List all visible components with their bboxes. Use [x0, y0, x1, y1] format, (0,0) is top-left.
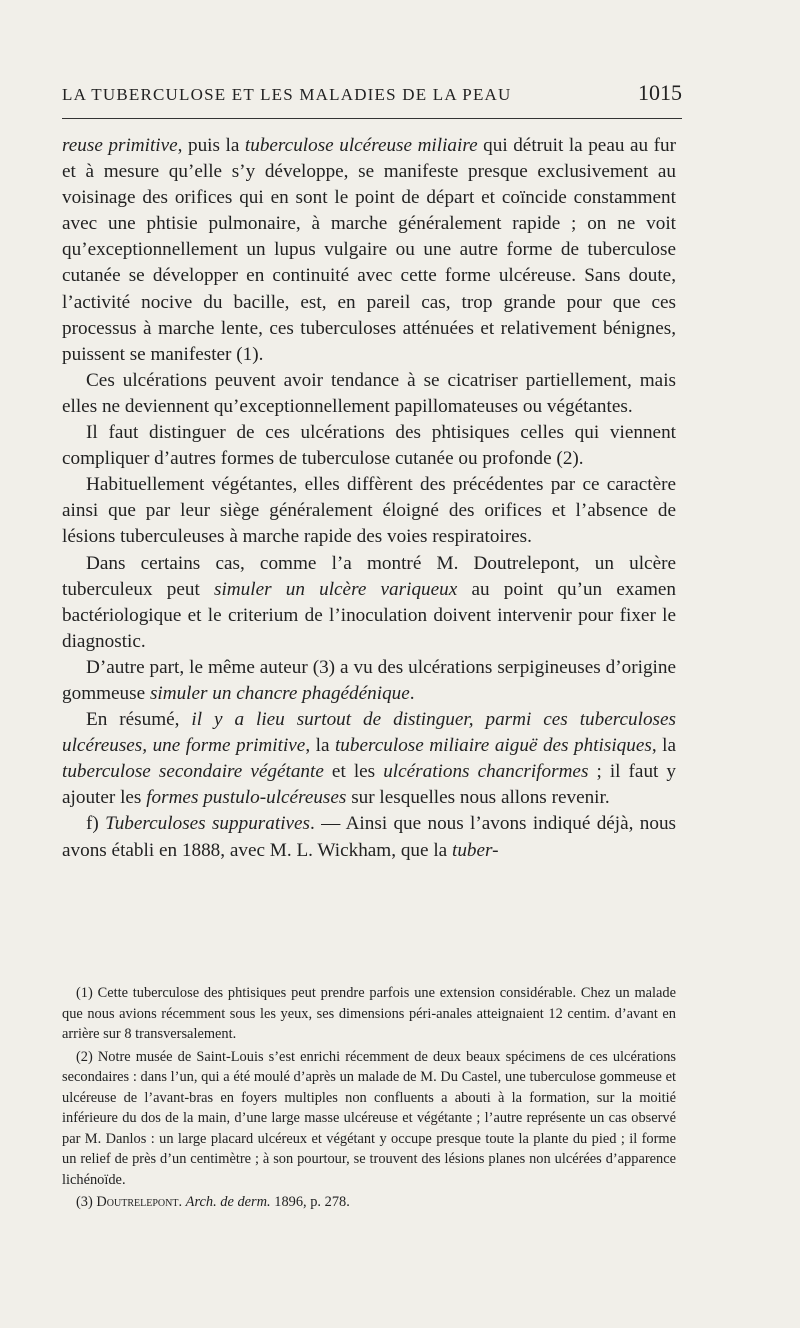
footnote	[62, 983, 676, 1045]
text-run: En résumé,	[86, 709, 192, 731]
text-run: f)	[86, 813, 106, 835]
text-run: , puis la	[177, 135, 245, 156]
running-title: LA TUBERCULOSE ET LES MALADIES DE LA PEAU	[62, 85, 512, 104]
italic-text: Tuberculoses suppuratives	[105, 813, 311, 835]
paragraph	[62, 420, 676, 472]
text-run: qui détruit la peau au fur et à mesure qu’elle s’y développe, se manifeste presque exclusivement au voisinage des orifices qui en sont le point de départ et coïncide constamment avec une phtisie pulmonaire, à marche généralement rapide ; on ne voit qu’exceptionnellement un lupus vulgaire ou une autre forme de tuberculose cutanée se développer en continuité avec cette forme ulcéreuse. Sans doute, l’activité nocive du bacille, est, en pareil cas, trop grande pour que ces processus à marche lente, ces tuberculoses atténuées et relativement bénignes, puissent se manifester (1).	[62, 135, 676, 365]
italic-text: formes pustulo-ulcéreuses	[146, 787, 347, 809]
text-run: (2) Notre musée de Saint-Louis s’est enrichi récemment de deux beaux spécimens de ces ulcérations secondaires : dans l’un, qui a été moulé d’après un malade de M. Du Castel, une tuberculose gommeuse et ulcéreuse de l’avant-bras en foyers multiples non confluents a abouti à la formation, sur la moitié inférieure du dos de la main, d’une large masse ulcéreuse et végétante ; l’autre représente un cas observé par M. Danlos : un large placard ulcéreux et végétant y occupe presque toute la plante du pied ; il forme un relief de près d’un centimètre ; à son pourtour, se trouvent des lésions planes non ulcérées d’apparence lichénoïde.	[62, 1048, 676, 1188]
text-run: ; il faut y ajouter les	[62, 761, 677, 809]
running-header	[62, 80, 682, 106]
text-run: .	[178, 1194, 186, 1210]
paragraph	[62, 133, 676, 368]
paragraph	[62, 707, 676, 811]
text-run: Dans certains cas, comme l’a montré M. Doutrelepont, un ulcère tuberculeux peut	[62, 552, 676, 600]
text-run: et les	[323, 761, 384, 783]
text-run: 1896, p. 278.	[270, 1194, 350, 1210]
italic-text: tuberculose secondaire végétante	[62, 761, 324, 783]
text-run: au point qu’un examen bactériologique et le criterium de l’inoculation doivent intervenir pour fixer le diagnostic.	[62, 578, 677, 652]
text-run: .	[409, 682, 415, 704]
footnote	[62, 1047, 676, 1191]
footnotes	[62, 983, 676, 1213]
text-run: (3)	[76, 1194, 97, 1210]
text-run: . — Ainsi que nous l’avons indiqué déjà, nous avons établi en 1888, avec M. L. Wickham, que la	[62, 813, 677, 861]
footnote	[62, 1192, 676, 1213]
text-run: D’autre part, le même auteur (3) a vu des ulcérations serpigineuses d’origine gommeuse	[62, 656, 676, 704]
text-run: Habituellement végétantes, elles diffèrent des précédentes par ce caractère ainsi que par leur siège généralement éloigné des orifices et l’absence de lésions tuberculeuses à marche rapide des voies respiratoires.	[62, 474, 676, 548]
paragraph	[62, 655, 676, 707]
text-run: Ces ulcérations peuvent avoir tendance à se cicatriser partiellement, mais elles ne deviennent qu’exceptionnellement papillomateuses ou végétantes.	[62, 369, 676, 417]
paragraph	[62, 368, 676, 420]
body-text	[62, 133, 676, 864]
text-run: , la	[305, 735, 335, 757]
italic-text: tuberculose miliaire aiguë des phtisiques	[334, 735, 652, 757]
page-number: 1015	[638, 80, 682, 105]
header-rule	[62, 118, 682, 119]
text-run: (1) Cette tuberculose des phtisiques peut prendre parfois une extension considérable. Chez un malade que nous avions récemment sous les yeux, ses dimensions péri-anales atteignaient 12 centim. d’avant en arrière sur 8 transversalement.	[62, 985, 676, 1042]
italic-text: ulcérations chancriformes	[383, 761, 589, 783]
paragraph	[62, 551, 676, 655]
italic-text: simuler un chancre phagédénique	[149, 682, 410, 704]
italic-text: simuler un ulcère variqueux	[213, 578, 458, 600]
text-run: Il faut distinguer de ces ulcérations des phtisiques celles qui viennent compliquer d’autres formes de tuberculose cutanée ou profonde (2).	[62, 422, 676, 470]
paragraph	[62, 811, 676, 863]
text-run: Doutrelepont	[96, 1194, 179, 1210]
italic-text: tuber-	[451, 839, 499, 861]
italic-text: tuberculose ulcéreuse miliaire	[244, 135, 478, 156]
text-run: sur lesquelles nous allons revenir.	[346, 787, 610, 809]
text-run: , la	[651, 735, 676, 757]
italic-text: reuse primitive	[62, 135, 178, 156]
paragraph	[62, 472, 676, 550]
italic-text: Arch. de derm.	[185, 1194, 271, 1210]
italic-text: il y a lieu surtout de distinguer, parmi ces tuberculoses ulcéreuses, une forme primitive	[62, 709, 676, 757]
